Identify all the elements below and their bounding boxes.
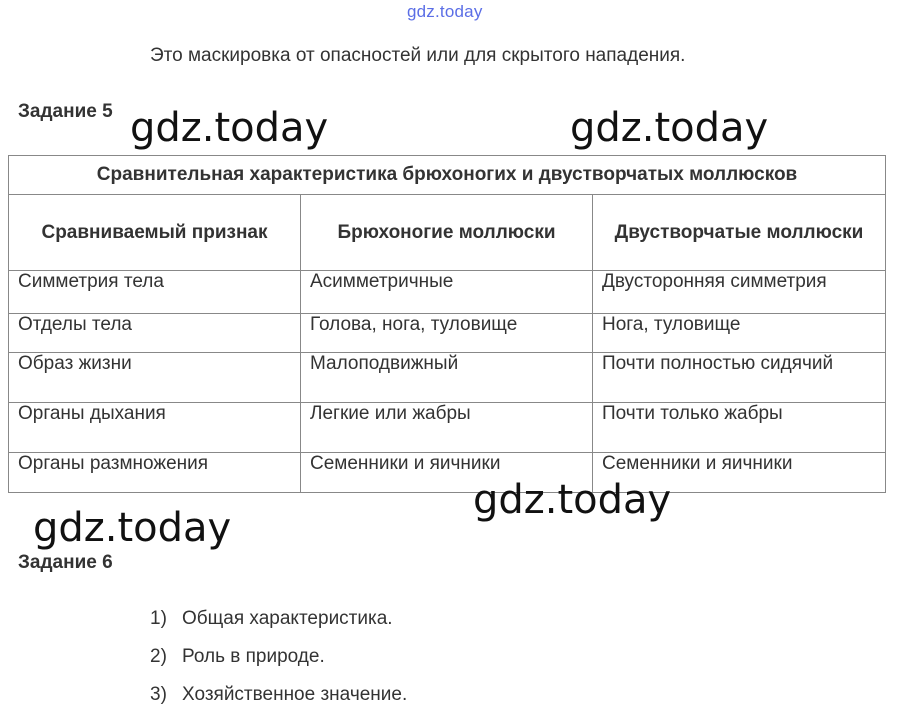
- table-cell: Почти только жабры: [593, 403, 886, 453]
- table-cell: Органы размножения: [9, 453, 301, 493]
- table-cell: Двусторонняя симметрия: [593, 271, 886, 314]
- table-cell: Органы дыхания: [9, 403, 301, 453]
- list-item-text: Роль в природе.: [182, 646, 325, 667]
- watermark: gdz.today: [130, 105, 329, 151]
- table-cell: Отделы тела: [9, 314, 301, 353]
- table-cell: Легкие или жабры: [301, 403, 593, 453]
- column-header: Брюхоногие моллюски: [301, 195, 593, 271]
- table-cell: Симметрия тела: [9, 271, 301, 314]
- table-cell: Голова, нога, туловище: [301, 314, 593, 353]
- list-item-number: 1): [150, 608, 167, 629]
- table-row: [9, 453, 886, 493]
- list-item-number: 2): [150, 646, 167, 667]
- list-item-text: Общая характеристика.: [182, 608, 393, 629]
- watermark: gdz.today: [33, 505, 232, 551]
- table-cell: Семенники и яичники: [593, 453, 886, 493]
- table-cell: Образ жизни: [9, 353, 301, 403]
- column-header: Двустворчатые моллюски: [593, 195, 886, 271]
- table-row: [9, 403, 886, 453]
- table-cell: Семенники и яичники: [301, 453, 593, 493]
- table-cell: Малоподвижный: [301, 353, 593, 403]
- list-item-number: 3): [150, 684, 167, 705]
- list-item: [150, 638, 407, 676]
- watermark-top: gdz.today: [407, 2, 483, 21]
- table-cell: Асимметричные: [301, 271, 593, 314]
- list-item-text: Хозяйственное значение.: [182, 684, 408, 705]
- intro-text: Это маскировка от опасностей или для скрытого нападения.: [150, 45, 686, 66]
- list-item: [150, 600, 407, 638]
- table-caption: Сравнительная характеристика брюхоногих и двустворчатых моллюсков: [9, 156, 886, 195]
- task6-heading: Задание 6: [18, 552, 113, 573]
- table-row: [9, 353, 886, 403]
- comparison-table: [8, 155, 886, 493]
- task6-list: [150, 600, 407, 714]
- table-row: [9, 314, 886, 353]
- task5-heading: Задание 5: [18, 101, 113, 122]
- watermark: gdz.today: [570, 105, 769, 151]
- column-header: Сравниваемый признак: [9, 195, 301, 271]
- table-row: [9, 271, 886, 314]
- table-caption-row: [9, 156, 886, 195]
- watermark: gdz.today: [473, 477, 672, 523]
- table-cell: Нога, туловище: [593, 314, 886, 353]
- list-item: [150, 676, 407, 714]
- table-cell: Почти полностью сидячий: [593, 353, 886, 403]
- table-header-row: [9, 195, 886, 271]
